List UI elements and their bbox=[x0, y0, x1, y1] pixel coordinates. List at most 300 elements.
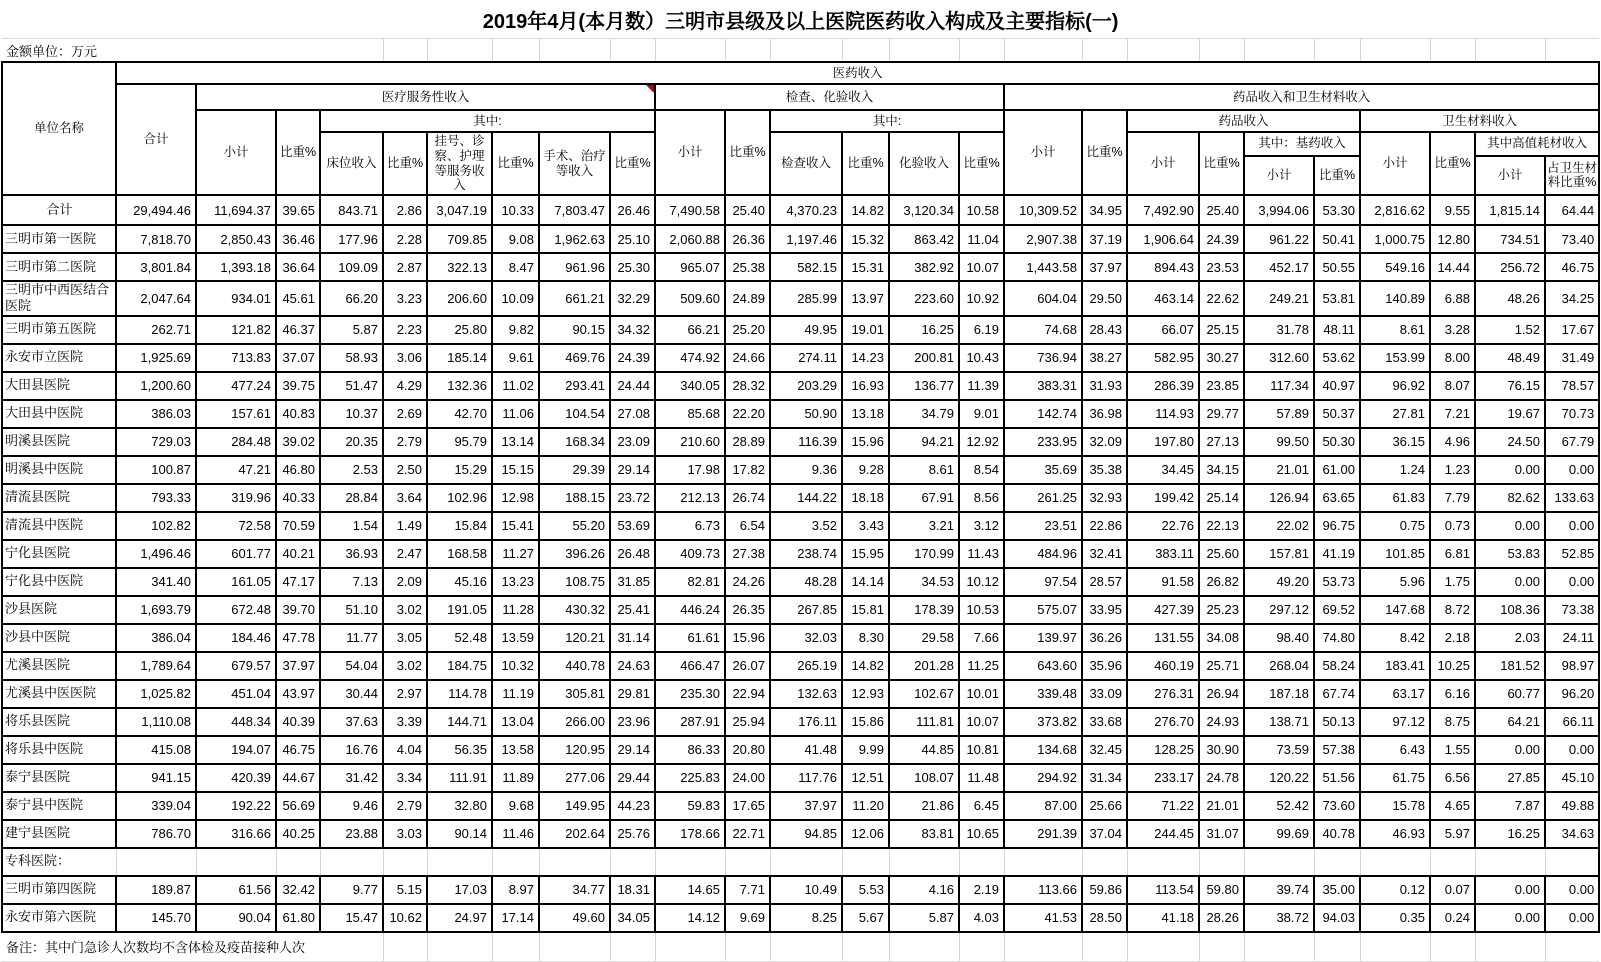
value-cell[interactable] bbox=[770, 848, 842, 876]
value-cell[interactable]: 3,994.06 bbox=[1244, 195, 1314, 225]
value-cell[interactable]: 31.85 bbox=[610, 568, 655, 596]
value-cell[interactable]: 549.16 bbox=[1360, 253, 1430, 281]
value-cell[interactable]: 69.52 bbox=[1314, 596, 1360, 624]
hospital-name-cell[interactable]: 大田县医院 bbox=[2, 372, 116, 400]
value-cell[interactable]: 10.49 bbox=[770, 876, 842, 904]
value-cell[interactable]: 61.75 bbox=[1360, 764, 1430, 792]
value-cell[interactable]: 14.82 bbox=[842, 195, 889, 225]
value-cell[interactable]: 339.04 bbox=[116, 792, 196, 820]
header-drug-material-subtotal[interactable]: 小计 bbox=[1004, 110, 1082, 195]
value-cell[interactable]: 37.04 bbox=[1082, 820, 1127, 848]
value-cell[interactable]: 24.50 bbox=[1475, 428, 1545, 456]
value-cell[interactable]: 133.63 bbox=[1545, 484, 1599, 512]
value-cell[interactable]: 17.03 bbox=[427, 876, 492, 904]
value-cell[interactable]: 11.06 bbox=[492, 400, 539, 428]
value-cell[interactable]: 8.72 bbox=[1430, 596, 1475, 624]
value-cell[interactable]: 10.32 bbox=[492, 652, 539, 680]
value-cell[interactable]: 168.34 bbox=[539, 428, 610, 456]
value-cell[interactable]: 48.26 bbox=[1475, 281, 1545, 316]
value-cell[interactable]: 477.24 bbox=[196, 372, 276, 400]
value-cell[interactable]: 14.14 bbox=[842, 568, 889, 596]
value-cell[interactable] bbox=[196, 848, 276, 876]
value-cell[interactable]: 3.02 bbox=[383, 652, 427, 680]
value-cell[interactable]: 1,393.18 bbox=[196, 253, 276, 281]
value-cell[interactable]: 0.00 bbox=[1545, 568, 1599, 596]
value-cell[interactable]: 52.48 bbox=[427, 624, 492, 652]
hospital-name-cell[interactable]: 明溪县中医院 bbox=[2, 456, 116, 484]
value-cell[interactable]: 178.66 bbox=[655, 820, 725, 848]
value-cell[interactable]: 474.92 bbox=[655, 344, 725, 372]
value-cell[interactable] bbox=[276, 848, 320, 876]
value-cell[interactable]: 448.34 bbox=[196, 708, 276, 736]
value-cell[interactable]: 10.65 bbox=[959, 820, 1004, 848]
value-cell[interactable]: 24.26 bbox=[725, 568, 770, 596]
value-cell[interactable]: 117.34 bbox=[1244, 372, 1314, 400]
value-cell[interactable]: 33.95 bbox=[1082, 596, 1127, 624]
value-cell[interactable]: 57.89 bbox=[1244, 400, 1314, 428]
value-cell[interactable]: 26.46 bbox=[610, 195, 655, 225]
hospital-name-cell[interactable]: 将乐县医院 bbox=[2, 708, 116, 736]
value-cell[interactable]: 5.15 bbox=[383, 876, 427, 904]
value-cell[interactable]: 9.77 bbox=[320, 876, 383, 904]
value-cell[interactable]: 25.23 bbox=[1199, 596, 1244, 624]
value-cell[interactable]: 10.33 bbox=[492, 195, 539, 225]
value-cell[interactable]: 276.70 bbox=[1127, 708, 1199, 736]
value-cell[interactable]: 24.11 bbox=[1545, 624, 1599, 652]
value-cell[interactable]: 86.33 bbox=[655, 736, 725, 764]
value-cell[interactable]: 15.41 bbox=[492, 512, 539, 540]
value-cell[interactable]: 32.80 bbox=[427, 792, 492, 820]
value-cell[interactable]: 34.08 bbox=[1199, 624, 1244, 652]
value-cell[interactable]: 2.97 bbox=[383, 680, 427, 708]
value-cell[interactable]: 51.47 bbox=[320, 372, 383, 400]
value-cell[interactable]: 120.95 bbox=[539, 736, 610, 764]
value-cell[interactable]: 13.58 bbox=[492, 736, 539, 764]
value-cell[interactable]: 24.66 bbox=[725, 344, 770, 372]
value-cell[interactable]: 463.14 bbox=[1127, 281, 1199, 316]
header-drug-revenue[interactable]: 药品收入 bbox=[1127, 110, 1360, 132]
value-cell[interactable]: 131.55 bbox=[1127, 624, 1199, 652]
value-cell[interactable]: 8.07 bbox=[1430, 372, 1475, 400]
value-cell[interactable]: 22.76 bbox=[1127, 512, 1199, 540]
value-cell[interactable]: 256.72 bbox=[1475, 253, 1545, 281]
value-cell[interactable]: 1,815.14 bbox=[1475, 195, 1545, 225]
value-cell[interactable]: 6.56 bbox=[1430, 764, 1475, 792]
value-cell[interactable]: 32.45 bbox=[1082, 736, 1127, 764]
value-cell[interactable]: 49.60 bbox=[539, 904, 610, 932]
value-cell[interactable]: 210.60 bbox=[655, 428, 725, 456]
value-cell[interactable]: 73.40 bbox=[1545, 225, 1599, 253]
value-cell[interactable]: 34.95 bbox=[1082, 195, 1127, 225]
value-cell[interactable]: 415.08 bbox=[116, 736, 196, 764]
value-cell[interactable]: 30.90 bbox=[1199, 736, 1244, 764]
header-service-revenue[interactable]: 医疗服务性收入 bbox=[196, 84, 655, 110]
value-cell[interactable]: 26.35 bbox=[725, 596, 770, 624]
value-cell[interactable]: 90.14 bbox=[427, 820, 492, 848]
value-cell[interactable]: 8.97 bbox=[492, 876, 539, 904]
value-cell[interactable]: 45.10 bbox=[1545, 764, 1599, 792]
hospital-name-cell[interactable]: 清流县医院 bbox=[2, 484, 116, 512]
value-cell[interactable]: 40.83 bbox=[276, 400, 320, 428]
value-cell[interactable]: 50.37 bbox=[1314, 400, 1360, 428]
value-cell[interactable]: 199.42 bbox=[1127, 484, 1199, 512]
value-cell[interactable]: 3.28 bbox=[1430, 316, 1475, 344]
value-cell[interactable]: 108.75 bbox=[539, 568, 610, 596]
value-cell[interactable]: 7.79 bbox=[1430, 484, 1475, 512]
value-cell[interactable]: 25.14 bbox=[1199, 484, 1244, 512]
value-cell[interactable]: 132.63 bbox=[770, 680, 842, 708]
value-cell[interactable]: 197.80 bbox=[1127, 428, 1199, 456]
value-cell[interactable]: 32.09 bbox=[1082, 428, 1127, 456]
value-cell[interactable] bbox=[492, 848, 539, 876]
value-cell[interactable]: 3.05 bbox=[383, 624, 427, 652]
value-cell[interactable]: 6.81 bbox=[1430, 540, 1475, 568]
value-cell[interactable]: 34.15 bbox=[1199, 456, 1244, 484]
value-cell[interactable]: 10.81 bbox=[959, 736, 1004, 764]
value-cell[interactable]: 177.96 bbox=[320, 225, 383, 253]
value-cell[interactable]: 31.49 bbox=[1545, 344, 1599, 372]
value-cell[interactable]: 120.21 bbox=[539, 624, 610, 652]
value-cell[interactable]: 23.88 bbox=[320, 820, 383, 848]
value-cell[interactable]: 212.13 bbox=[655, 484, 725, 512]
value-cell[interactable]: 322.13 bbox=[427, 253, 492, 281]
value-cell[interactable]: 582.95 bbox=[1127, 344, 1199, 372]
value-cell[interactable]: 23.53 bbox=[1199, 253, 1244, 281]
value-cell[interactable]: 18.18 bbox=[842, 484, 889, 512]
value-cell[interactable]: 1.75 bbox=[1430, 568, 1475, 596]
value-cell[interactable]: 94.21 bbox=[889, 428, 959, 456]
value-cell[interactable]: 102.96 bbox=[427, 484, 492, 512]
value-cell[interactable]: 25.60 bbox=[1199, 540, 1244, 568]
value-cell[interactable]: 277.06 bbox=[539, 764, 610, 792]
value-cell[interactable]: 9.69 bbox=[725, 904, 770, 932]
value-cell[interactable]: 25.38 bbox=[725, 253, 770, 281]
value-cell[interactable]: 4,370.23 bbox=[770, 195, 842, 225]
value-cell[interactable]: 71.22 bbox=[1127, 792, 1199, 820]
value-cell[interactable]: 3.23 bbox=[383, 281, 427, 316]
value-cell[interactable]: 120.22 bbox=[1244, 764, 1314, 792]
value-cell[interactable]: 25.30 bbox=[610, 253, 655, 281]
value-cell[interactable]: 26.07 bbox=[725, 652, 770, 680]
value-cell[interactable]: 3.64 bbox=[383, 484, 427, 512]
header-lab-revenue[interactable]: 化验收入 bbox=[889, 132, 959, 195]
value-cell[interactable]: 26.94 bbox=[1199, 680, 1244, 708]
value-cell[interactable]: 23.51 bbox=[1004, 512, 1082, 540]
value-cell[interactable]: 17.65 bbox=[725, 792, 770, 820]
value-cell[interactable]: 76.15 bbox=[1475, 372, 1545, 400]
value-cell[interactable]: 104.54 bbox=[539, 400, 610, 428]
value-cell[interactable]: 3,801.84 bbox=[116, 253, 196, 281]
value-cell[interactable]: 0.00 bbox=[1545, 736, 1599, 764]
value-cell[interactable]: 420.39 bbox=[196, 764, 276, 792]
value-cell[interactable]: 21.86 bbox=[889, 792, 959, 820]
value-cell[interactable]: 285.99 bbox=[770, 281, 842, 316]
value-cell[interactable]: 7,490.58 bbox=[655, 195, 725, 225]
value-cell[interactable]: 0.12 bbox=[1360, 876, 1430, 904]
value-cell[interactable]: 31.42 bbox=[320, 764, 383, 792]
value-cell[interactable]: 1,925.69 bbox=[116, 344, 196, 372]
value-cell[interactable]: 61.00 bbox=[1314, 456, 1360, 484]
value-cell[interactable]: 7,492.90 bbox=[1127, 195, 1199, 225]
value-cell[interactable]: 108.07 bbox=[889, 764, 959, 792]
value-cell[interactable]: 3,047.19 bbox=[427, 195, 492, 225]
value-cell[interactable]: 17.14 bbox=[492, 904, 539, 932]
value-cell[interactable]: 8.25 bbox=[770, 904, 842, 932]
value-cell[interactable]: 6.43 bbox=[1360, 736, 1430, 764]
value-cell[interactable]: 15.32 bbox=[842, 225, 889, 253]
value-cell[interactable]: 23.85 bbox=[1199, 372, 1244, 400]
value-cell[interactable]: 340.05 bbox=[655, 372, 725, 400]
value-cell[interactable]: 22.94 bbox=[725, 680, 770, 708]
hospital-name-cell[interactable]: 三明市第五医院 bbox=[2, 316, 116, 344]
value-cell[interactable]: 274.11 bbox=[770, 344, 842, 372]
value-cell[interactable]: 1.54 bbox=[320, 512, 383, 540]
value-cell[interactable]: 48.49 bbox=[1475, 344, 1545, 372]
value-cell[interactable]: 35.38 bbox=[1082, 456, 1127, 484]
value-cell[interactable]: 843.71 bbox=[320, 195, 383, 225]
value-cell[interactable]: 200.81 bbox=[889, 344, 959, 372]
value-cell[interactable]: 8.75 bbox=[1430, 708, 1475, 736]
value-cell[interactable]: 9.55 bbox=[1430, 195, 1475, 225]
value-cell[interactable]: 15.31 bbox=[842, 253, 889, 281]
value-cell[interactable]: 15.84 bbox=[427, 512, 492, 540]
value-cell[interactable]: 57.38 bbox=[1314, 736, 1360, 764]
value-cell[interactable]: 35.00 bbox=[1314, 876, 1360, 904]
header-exam-lab-revenue[interactable]: 检查、化验收入 bbox=[655, 84, 1004, 110]
value-cell[interactable]: 2.03 bbox=[1475, 624, 1545, 652]
value-cell[interactable]: 28.26 bbox=[1199, 904, 1244, 932]
value-cell[interactable]: 383.11 bbox=[1127, 540, 1199, 568]
value-cell[interactable]: 1.23 bbox=[1430, 456, 1475, 484]
value-cell[interactable]: 452.17 bbox=[1244, 253, 1314, 281]
value-cell[interactable]: 100.87 bbox=[116, 456, 196, 484]
value-cell[interactable]: 33.68 bbox=[1082, 708, 1127, 736]
value-cell[interactable]: 287.91 bbox=[655, 708, 725, 736]
value-cell[interactable]: 446.24 bbox=[655, 596, 725, 624]
value-cell[interactable]: 45.61 bbox=[276, 281, 320, 316]
value-cell[interactable]: 4.65 bbox=[1430, 792, 1475, 820]
value-cell[interactable]: 713.83 bbox=[196, 344, 276, 372]
value-cell[interactable]: 31.07 bbox=[1199, 820, 1244, 848]
value-cell[interactable]: 1.55 bbox=[1430, 736, 1475, 764]
value-cell[interactable]: 8.00 bbox=[1430, 344, 1475, 372]
value-cell[interactable]: 7.13 bbox=[320, 568, 383, 596]
value-cell[interactable]: 21.01 bbox=[1199, 792, 1244, 820]
value-cell[interactable]: 3.21 bbox=[889, 512, 959, 540]
value-cell[interactable]: 73.59 bbox=[1244, 736, 1314, 764]
value-cell[interactable]: 316.66 bbox=[196, 820, 276, 848]
value-cell[interactable]: 1,693.79 bbox=[116, 596, 196, 624]
value-cell[interactable]: 604.04 bbox=[1004, 281, 1082, 316]
value-cell[interactable]: 1.24 bbox=[1360, 456, 1430, 484]
value-cell[interactable]: 73.38 bbox=[1545, 596, 1599, 624]
value-cell[interactable]: 50.30 bbox=[1314, 428, 1360, 456]
value-cell[interactable]: 2.69 bbox=[383, 400, 427, 428]
value-cell[interactable]: 3.34 bbox=[383, 764, 427, 792]
hospital-name-cell[interactable]: 合计 bbox=[2, 195, 116, 225]
value-cell[interactable]: 51.56 bbox=[1314, 764, 1360, 792]
value-cell[interactable]: 238.74 bbox=[770, 540, 842, 568]
value-cell[interactable]: 266.00 bbox=[539, 708, 610, 736]
value-cell[interactable]: 36.46 bbox=[276, 225, 320, 253]
value-cell[interactable]: 34.05 bbox=[610, 904, 655, 932]
value-cell[interactable]: 168.58 bbox=[427, 540, 492, 568]
header-material-ratio[interactable]: 比重% bbox=[1430, 132, 1475, 195]
value-cell[interactable]: 25.94 bbox=[725, 708, 770, 736]
value-cell[interactable]: 4.04 bbox=[383, 736, 427, 764]
value-cell[interactable]: 111.91 bbox=[427, 764, 492, 792]
value-cell[interactable]: 2.53 bbox=[320, 456, 383, 484]
value-cell[interactable]: 2.50 bbox=[383, 456, 427, 484]
value-cell[interactable]: 1.52 bbox=[1475, 316, 1545, 344]
value-cell[interactable]: 31.34 bbox=[1082, 764, 1127, 792]
value-cell[interactable]: 24.97 bbox=[427, 904, 492, 932]
value-cell[interactable]: 37.97 bbox=[276, 652, 320, 680]
header-bed-ratio[interactable]: 比重% bbox=[383, 132, 427, 195]
value-cell[interactable]: 41.19 bbox=[1314, 540, 1360, 568]
value-cell[interactable]: 0.00 bbox=[1545, 512, 1599, 540]
value-cell[interactable]: 1,789.64 bbox=[116, 652, 196, 680]
value-cell[interactable]: 74.80 bbox=[1314, 624, 1360, 652]
value-cell[interactable]: 33.09 bbox=[1082, 680, 1127, 708]
value-cell[interactable]: 25.40 bbox=[1199, 195, 1244, 225]
value-cell[interactable]: 12.93 bbox=[842, 680, 889, 708]
value-cell[interactable]: 66.20 bbox=[320, 281, 383, 316]
value-cell[interactable]: 63.17 bbox=[1360, 680, 1430, 708]
value-cell[interactable]: 25.15 bbox=[1199, 316, 1244, 344]
value-cell[interactable]: 8.30 bbox=[842, 624, 889, 652]
value-cell[interactable]: 54.04 bbox=[320, 652, 383, 680]
value-cell[interactable]: 233.17 bbox=[1127, 764, 1199, 792]
value-cell[interactable]: 1,962.63 bbox=[539, 225, 610, 253]
header-base-drug[interactable]: 其中：基药收入 bbox=[1244, 132, 1360, 156]
value-cell[interactable]: 21.01 bbox=[1244, 456, 1314, 484]
value-cell[interactable]: 961.22 bbox=[1244, 225, 1314, 253]
value-cell[interactable]: 11.46 bbox=[492, 820, 539, 848]
header-service-ratio[interactable]: 比重% bbox=[276, 110, 320, 195]
value-cell[interactable]: 31.78 bbox=[1244, 316, 1314, 344]
value-cell[interactable]: 3,120.34 bbox=[889, 195, 959, 225]
value-cell[interactable]: 185.14 bbox=[427, 344, 492, 372]
value-cell[interactable]: 96.75 bbox=[1314, 512, 1360, 540]
header-drug-material-ratio[interactable]: 比重% bbox=[1082, 110, 1127, 195]
value-cell[interactable]: 34.77 bbox=[539, 876, 610, 904]
value-cell[interactable]: 24.00 bbox=[725, 764, 770, 792]
value-cell[interactable]: 965.07 bbox=[655, 253, 725, 281]
value-cell[interactable]: 24.63 bbox=[610, 652, 655, 680]
value-cell[interactable]: 17.67 bbox=[1545, 316, 1599, 344]
header-exam-among[interactable]: 其中: bbox=[770, 110, 1004, 132]
value-cell[interactable]: 11.77 bbox=[320, 624, 383, 652]
value-cell[interactable]: 58.93 bbox=[320, 344, 383, 372]
value-cell[interactable]: 61.61 bbox=[655, 624, 725, 652]
value-cell[interactable]: 36.98 bbox=[1082, 400, 1127, 428]
value-cell[interactable]: 6.54 bbox=[725, 512, 770, 540]
header-material-revenue[interactable]: 卫生材料收入 bbox=[1360, 110, 1599, 132]
value-cell[interactable] bbox=[1199, 848, 1244, 876]
value-cell[interactable]: 4.96 bbox=[1430, 428, 1475, 456]
header-unit-name[interactable]: 单位名称 bbox=[2, 62, 116, 195]
value-cell[interactable]: 50.41 bbox=[1314, 225, 1360, 253]
value-cell[interactable]: 305.81 bbox=[539, 680, 610, 708]
value-cell[interactable]: 14.23 bbox=[842, 344, 889, 372]
value-cell[interactable]: 27.38 bbox=[725, 540, 770, 568]
value-cell[interactable]: 2,047.64 bbox=[116, 281, 196, 316]
value-cell[interactable]: 19.01 bbox=[842, 316, 889, 344]
value-cell[interactable]: 126.94 bbox=[1244, 484, 1314, 512]
value-cell[interactable]: 1,197.46 bbox=[770, 225, 842, 253]
value-cell[interactable]: 114.78 bbox=[427, 680, 492, 708]
value-cell[interactable]: 9.82 bbox=[492, 316, 539, 344]
hospital-name-cell[interactable]: 大田县中医院 bbox=[2, 400, 116, 428]
value-cell[interactable]: 184.75 bbox=[427, 652, 492, 680]
value-cell[interactable]: 9.61 bbox=[492, 344, 539, 372]
value-cell[interactable]: 0.00 bbox=[1545, 904, 1599, 932]
value-cell[interactable]: 41.48 bbox=[770, 736, 842, 764]
value-cell[interactable]: 13.04 bbox=[492, 708, 539, 736]
value-cell[interactable]: 661.21 bbox=[539, 281, 610, 316]
value-cell[interactable]: 40.78 bbox=[1314, 820, 1360, 848]
value-cell[interactable]: 10.53 bbox=[959, 596, 1004, 624]
value-cell[interactable]: 48.28 bbox=[770, 568, 842, 596]
value-cell[interactable]: 44.85 bbox=[889, 736, 959, 764]
value-cell[interactable]: 20.80 bbox=[725, 736, 770, 764]
value-cell[interactable]: 14.82 bbox=[842, 652, 889, 680]
value-cell[interactable] bbox=[1430, 848, 1475, 876]
value-cell[interactable]: 1,000.75 bbox=[1360, 225, 1430, 253]
hospital-name-cell[interactable]: 沙县医院 bbox=[2, 596, 116, 624]
value-cell[interactable]: 235.30 bbox=[655, 680, 725, 708]
value-cell[interactable]: 15.96 bbox=[842, 428, 889, 456]
value-cell[interactable]: 9.99 bbox=[842, 736, 889, 764]
value-cell[interactable]: 32.41 bbox=[1082, 540, 1127, 568]
value-cell[interactable]: 37.97 bbox=[770, 792, 842, 820]
value-cell[interactable]: 108.36 bbox=[1475, 596, 1545, 624]
value-cell[interactable]: 29.77 bbox=[1199, 400, 1244, 428]
value-cell[interactable]: 98.97 bbox=[1545, 652, 1599, 680]
value-cell[interactable]: 28.32 bbox=[725, 372, 770, 400]
value-cell[interactable]: 184.46 bbox=[196, 624, 276, 652]
value-cell[interactable]: 38.27 bbox=[1082, 344, 1127, 372]
value-cell[interactable]: 13.18 bbox=[842, 400, 889, 428]
value-cell[interactable]: 293.41 bbox=[539, 372, 610, 400]
header-base-drug-ratio[interactable]: 比重% bbox=[1314, 156, 1360, 195]
value-cell[interactable]: 10.43 bbox=[959, 344, 1004, 372]
value-cell[interactable]: 128.25 bbox=[1127, 736, 1199, 764]
value-cell[interactable] bbox=[1314, 848, 1360, 876]
value-cell[interactable]: 5.96 bbox=[1360, 568, 1430, 596]
value-cell[interactable]: 10.09 bbox=[492, 281, 539, 316]
value-cell[interactable]: 40.97 bbox=[1314, 372, 1360, 400]
value-cell[interactable]: 582.15 bbox=[770, 253, 842, 281]
value-cell[interactable]: 23.09 bbox=[610, 428, 655, 456]
value-cell[interactable]: 39.65 bbox=[276, 195, 320, 225]
value-cell[interactable]: 41.18 bbox=[1127, 904, 1199, 932]
value-cell[interactable]: 22.86 bbox=[1082, 512, 1127, 540]
value-cell[interactable]: 3.43 bbox=[842, 512, 889, 540]
value-cell[interactable]: 41.53 bbox=[1004, 904, 1082, 932]
value-cell[interactable]: 49.88 bbox=[1545, 792, 1599, 820]
value-cell[interactable]: 0.24 bbox=[1430, 904, 1475, 932]
value-cell[interactable]: 339.48 bbox=[1004, 680, 1082, 708]
value-cell[interactable]: 73.60 bbox=[1314, 792, 1360, 820]
value-cell[interactable]: 382.92 bbox=[889, 253, 959, 281]
value-cell[interactable]: 16.25 bbox=[889, 316, 959, 344]
value-cell[interactable]: 116.39 bbox=[770, 428, 842, 456]
value-cell[interactable]: 863.42 bbox=[889, 225, 959, 253]
hospital-name-cell[interactable]: 三明市第一医院 bbox=[2, 225, 116, 253]
value-cell[interactable]: 11.28 bbox=[492, 596, 539, 624]
